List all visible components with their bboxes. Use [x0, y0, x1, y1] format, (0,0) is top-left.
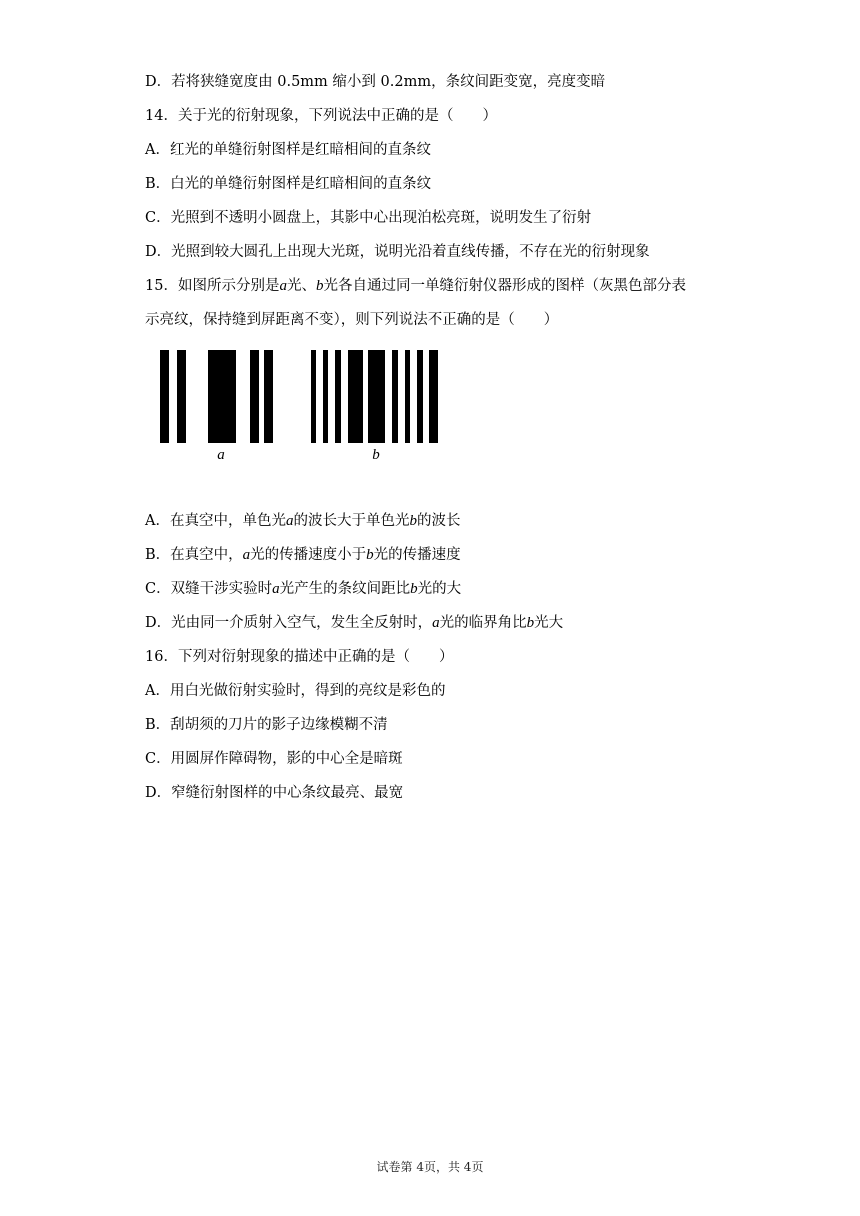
q16-option-b: B．刮胡须的刀片的影子边缘模糊不清 — [145, 717, 388, 733]
pattern-a — [160, 350, 273, 443]
q16-option-d: D．窄缝衍射图样的中心条纹最亮、最宽 — [145, 785, 404, 801]
q15-stem: 15．如图所示分别是a光、b光各自通过同一单缝衍射仪器形成的图样（灰黑色部分表 — [145, 278, 686, 294]
pattern-b-fringe — [311, 350, 316, 443]
pattern-b-central-fringe — [348, 350, 363, 443]
q14-option-c: C．光照到不透明小圆盘上，其影中心出现泊松亮斑，说明发生了衍射 — [145, 210, 592, 226]
q14-option-b: B．白光的单缝衍射图样是红暗相间的直条纹 — [145, 176, 432, 192]
q16-stem: 16．下列对衍射现象的描述中正确的是（ ） — [145, 649, 454, 665]
q16-option-c: C．用圆屏作障碍物，影的中心全是暗斑 — [145, 751, 403, 767]
figure-label-b: b — [372, 447, 380, 463]
q15-stem-line2: 示亮纹，保持缝到屏距离不变），则下列说法不正确的是（ ） — [145, 312, 559, 328]
pattern-b-fringe — [417, 350, 423, 443]
pattern-a-fringe — [177, 350, 186, 443]
q15-option-b: B．在真空中，a光的传播速度小于b光的传播速度 — [145, 547, 461, 563]
q14-option-d: D．光照到较大圆孔上出现大光斑，说明光沿着直线传播，不存在光的衍射现象 — [145, 244, 650, 260]
figure-label-a: a — [217, 447, 225, 463]
page-footer: 试卷第 4页，共 4页 — [376, 1160, 484, 1174]
pattern-b-central-fringe — [368, 350, 385, 443]
pattern-b — [311, 350, 438, 443]
pattern-b-fringe — [429, 350, 438, 443]
pattern-a-fringe — [250, 350, 259, 443]
q14-stem: 14．关于光的衍射现象，下列说法中正确的是（ ） — [145, 108, 497, 124]
q16-option-a: A．用白光做衍射实验时，得到的亮纹是彩色的 — [145, 683, 446, 699]
pattern-a-fringe — [264, 350, 273, 443]
pattern-b-fringe — [323, 350, 328, 443]
q15-option-a: A．在真空中，单色光a的波长大于单色光b的波长 — [145, 513, 461, 529]
pattern-b-fringe — [335, 350, 341, 443]
diffraction-pattern-figure — [155, 345, 455, 465]
pattern-a-fringe — [160, 350, 169, 443]
q15-option-c: C．双缝干涉实验时a光产生的条纹间距比b光的大 — [145, 581, 462, 597]
pattern-a-central-fringe — [208, 350, 236, 443]
q13-option-d: D．若将狭缝宽度由 0.5mm 缩小到 0.2mm，条纹间距变宽，亮度变暗 — [145, 74, 606, 90]
q14-option-a: A．红光的单缝衍射图样是红暗相间的直条纹 — [145, 142, 431, 158]
pattern-b-fringe — [405, 350, 410, 443]
q15-option-d: D．光由同一介质射入空气，发生全反射时，a光的临界角比b光大 — [145, 615, 564, 631]
pattern-b-fringe — [392, 350, 398, 443]
